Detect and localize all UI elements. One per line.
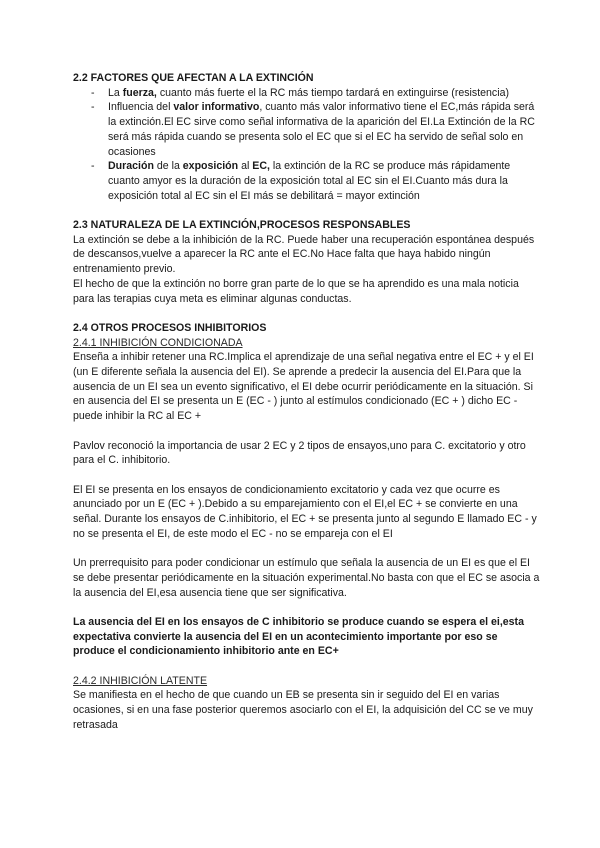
section-2-2-title: 2.2 FACTORES QUE AFECTAN A LA EXTINCIÓN <box>73 72 314 84</box>
list-text: La <box>108 86 123 99</box>
list-text: cuanto más fuerte el la RC más tiempo tardará en extinguirse (resistencia) <box>156 86 509 99</box>
paragraph: Pavlov reconoció la importancia de usar 2 EC y 2 tipos de ensayos,uno para C. excitatorio y otro para el C. inhibitorio. <box>73 439 526 467</box>
paragraph: El hecho de que la extinción no borre gran parte de lo que se ha aprendido es una mala noticia para las terapias cuya meta es eliminar algunas conductas. <box>73 277 519 305</box>
dash-bullet: - <box>91 101 95 114</box>
list-text: Influencia del <box>108 101 174 114</box>
section-2-4-title: 2.4 OTROS PROCESOS INHIBITORIOS <box>73 321 267 334</box>
list-keyword: EC, <box>252 160 270 173</box>
paragraph: Un prerrequisito para poder condicionar un estímulo que señala la ausencia de un EI es que el EI se debe presentar periódicamente en la situación experimental.No basta con que el EC se asocia a la ausencia del EI,esa ausencia tiene que ser significativa. <box>73 557 540 599</box>
list-keyword: fuerza, <box>122 86 157 99</box>
dash-bullet: - <box>91 86 95 99</box>
bold-paragraph: La ausencia del EI en los ensayos de C inhibitorio se produce cuando se espera el ei,esta expectativa convierte la ausencia del EI en un acontecimiento importante por eso se produce el condicionamiento inhibitorio ante en EC+ <box>73 615 524 658</box>
section-2-2 <box>73 71 540 203</box>
section-2-3-title: 2.3 NATURALEZA DE LA EXTINCIÓN,PROCESOS RESPONSABLES <box>73 219 411 232</box>
list-keyword: exposición <box>182 160 239 173</box>
dash-bullet: - <box>91 160 95 173</box>
section-2-3 <box>73 218 540 306</box>
paragraph: La extinción se debe a la inhibición de la RC. Puede haber una recuperación espontánea después de descansos,vuelve a aparecer la RC ante el EC.No Hace falta que haya habido ningún entrenamiento previo. <box>73 233 535 276</box>
section-2-4 <box>73 321 540 733</box>
subsection-2-4-1-title: 2.4.1 INHIBICIÓN CONDICIONADA <box>73 336 243 349</box>
document-body <box>73 71 540 733</box>
list-keyword: valor informativo <box>173 101 260 114</box>
list-text: la extinción de la RC se produce más rápidamente cuanto amyor es la duración de la exposición total al EC sin el EI.Cuanto más dura la exposición total al EC sin el EI más se debilitará = mayor extinción <box>108 160 511 202</box>
list-item-valor-informativo <box>91 100 540 159</box>
paragraph: El EI se presenta en los ensayos de condicionamiento excitatorio y cada vez que ocurre es anunciado por un E (EC + ).Debido a su emparejamiento con el EI,el EC + se convierte en una señal. Durante los ensayos de C.inhibitorio, el EC + se presenta junto al segundo E llamado EC - y no se presenta el EI, de este modo el EC - no se empareja con el EI <box>73 483 537 540</box>
list-text: de la <box>153 160 183 173</box>
list-text: , cuanto más valor informativo tiene el EC,más rápida será la extinción.El EC sirve como señal informativa de la aparición del EI.La Extinción de la RC será más rápida cuando se presenta solo el EC que si el EC ha servido de señal solo en ocasiones <box>108 101 535 158</box>
list-item-fuerza <box>91 86 540 101</box>
list-keyword: Duración <box>108 160 154 173</box>
paragraph: Se manifiesta en el hecho de que cuando un EB se presenta sin ir seguido del EI en varias ocasiones, si en una fase posterior queremos asociarlo con el EI, la adquisición del CC se ve muy retrasada <box>73 689 533 731</box>
list-item-duracion <box>91 159 540 203</box>
paragraph: Enseña a inhibir retener una RC.Implica el aprendizaje de una señal negativa entre el EC + y el EI (un E diferente señala la ausencia del EI). Se aprende a predecir la ausencia del EI.Para que la ausencia de un EI sea un evento significativo, el EI debe ocurrir periódicamente en la situación. Si en ausencia del EI se presenta un E (EC - ) junto al estímulos condicionado (EC + ) dicho EC - puede inhibir la RC al EC + <box>73 351 534 423</box>
list-text: al <box>238 160 253 173</box>
factors-list <box>73 86 540 204</box>
subsection-2-4-2-title: 2.4.2 INHIBICIÓN LATENTE <box>73 674 208 687</box>
